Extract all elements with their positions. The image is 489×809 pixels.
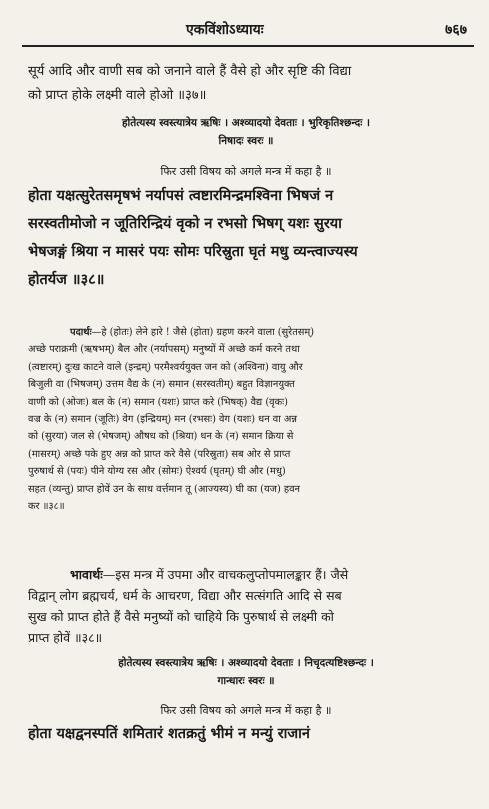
intro-line: फिर उसी विषय को अगले मन्त्र में कहा है ॥ <box>160 704 332 717</box>
page-number: ७६७ <box>445 22 467 38</box>
chapter-title: एकविंशोऽध्यायः <box>186 22 264 38</box>
text-line: विद्वान् लोग ब्रह्मचर्य, धर्म के आचरण, विद्या और सत्संगति आदि से सब <box>28 588 342 603</box>
text-line: वज्र के (न) समान (जूतिः) वेग (इन्द्रियम्) मन (रभसः) वेग (यशः) धन वा अन्न <box>28 414 297 426</box>
text-line: सहत (व्यन्तु) प्राप्त होवें उन के साथ वर्त्तमान तू (आज्यस्य) घी का (यज) हवन <box>28 483 300 495</box>
rishi-devata-line <box>28 114 464 150</box>
mantra-line: भेषजङ्गं श्रिया न मासरं पयः सोमः परिस्रुता घृतं मधु व्यन्त्वाज्यस्य <box>28 243 358 260</box>
text-line: को प्राप्त होके लक्ष्मी वाले होओ ॥३७॥ <box>28 88 207 103</box>
previous-meaning-paragraph <box>28 60 464 108</box>
mantra-line: होता यक्षत्सुरेतसमृषभं नर्यापसं त्वष्टारमिन्द्रमश्विना भिषजं न <box>28 187 334 204</box>
rishi-devata-line <box>28 654 464 690</box>
text-line: कर ॥३८॥ <box>28 501 65 513</box>
running-header <box>0 20 489 44</box>
header-rule <box>22 45 474 47</box>
text-line <box>28 324 464 341</box>
intro-line: फिर उसी विषय को अगले मन्त्र में कहा है ॥ <box>160 165 332 178</box>
text-line: प्राप्त होवें ॥३८॥ <box>28 630 103 645</box>
mantra-39 <box>28 720 464 748</box>
text-line: (मासरम्) अच्छे पके हुए अन्न को प्राप्त करे वैसे (परिस्रुता) सब ओर से प्राप्त <box>28 448 291 460</box>
rishi-text: होतेत्यस्य स्वस्त्यात्रेय ऋषिः । अश्व्यादयो देवताः । भुरिकृतिश्छन्दः । <box>121 117 370 129</box>
svara-text: गान्धारः स्वरः ॥ <box>217 675 275 687</box>
rishi-text: होतेत्यस्य स्वस्त्यात्रेय ऋषिः । अश्व्यादयो देवताः । निचृदत्यष्टिश्छन्दः । <box>118 657 374 669</box>
text-line: को (सुरया) जल से (भेषजम्) औषध को (श्रिया) धन के (न) समान क्रिया से <box>28 431 294 443</box>
svara-text: निषादः स्वरः ॥ <box>218 135 274 147</box>
text-line <box>28 564 464 585</box>
text-line: सूर्य आदि और वाणी सब को जनाने वाले हैं वैसे हो और सृष्टि की विद्या <box>28 64 352 79</box>
padartha-paragraph <box>28 324 464 515</box>
text-line: वाणी को (ओजः) बल के (न) समान (यशः) प्राप्त करे (भिषक्) वैद्य (वृकः) <box>28 396 288 408</box>
bhavartha-paragraph <box>28 564 464 648</box>
text-line: (त्वष्टारम्) दुःख काटने वाले (इन्द्रम्) परमैश्वर्ययुक्त जन को (अश्विना) वायु और <box>28 361 303 373</box>
bhavartha-text: —इस मन्त्र में उपमा और वाचकलुप्तोपमालङ्कार हैं। जैसे <box>102 567 349 582</box>
padartha-label: पदार्थः <box>70 327 92 338</box>
mantra-line: होता यक्षद्वनस्पतिं शमितारं शतक्रतुं भीमं न मन्युं राजानं <box>28 725 310 742</box>
mantra-line: होतर्यज ॥३८॥ <box>28 271 105 288</box>
text-line: पुरुषार्थ से (पयः) पीने योग्य रस और (सोमः) ऐश्वर्य (घृतम्) घी और (मधु) <box>28 466 286 478</box>
text-line: बिजुली वा (भिषजम्) उत्तम वैद्य के (न) समान (सरस्वतीम्) बहुत विज्ञानयुक्त <box>28 379 295 391</box>
bhavartha-label: भावार्थः <box>70 567 103 582</box>
mantra-38 <box>28 182 464 294</box>
text-line: सुख को प्राप्त होते हैं वैसे मनुष्यों को चाहिये कि पुरुषार्थ से लक्ष्मी को <box>28 609 334 624</box>
mantra-line: सरस्वतीमोजो न जूतिरिन्द्रियं वृको न रभसो भिषग् यशः सुरया <box>28 215 342 232</box>
text-line: अच्छे पराक्रमी (ऋषभम्) बैल और (नर्यापसम्) मनुष्यों में अच्छे कर्म करने तथा <box>28 344 300 356</box>
padartha-text: —हे (होतः) लेने हारे ! जैसे (होता) ग्रहण करने वाला (सुरेतसम्) <box>91 327 315 338</box>
